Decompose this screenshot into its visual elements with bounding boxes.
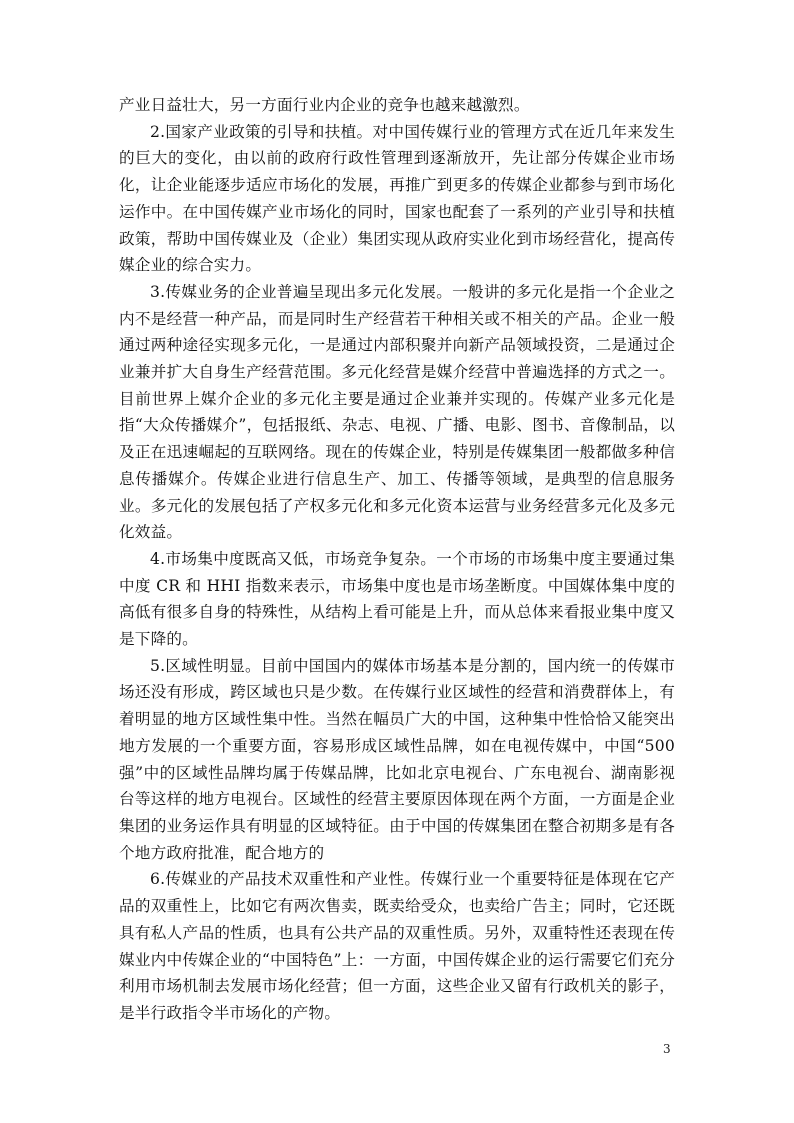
paragraph-dual-nature: 6.传媒业的产品技术双重性和产业性。传媒行业一个重要特征是体现在它产品的双重性上，比如它有两次售卖，既卖给受众，也卖给广告主；同时，它还既具有私人产品的性质，也具有公共产品的双重性质。另外，双重特性还表现在传媒业内中传媒企业的“中国特色”上：一方面，中国传媒企业的运行需要它们充分利用市场机制去发展市场化经营；但一方面，这些企业又留有行政机关的影子，是半行政指令半市场化的产物。 [119, 870, 675, 1022]
paragraph-diversification: 3.传媒业务的企业普遍呈现出多元化发展。一般讲的多元化是指一个企业之内不是经营一种产品，而是同时生产经营若干种相关或不相关的产品。企业一般通过两种途径实现多元化，一是通过内部积聚并向新产品领域投资，二是通过企业兼并扩大自身生产经营范围。多元化经营是媒介经营中普遍选择的方式之一。目前世界上媒介企业的多元化主要是通过企业兼并实现的。传媒产业多元化是指“大众传播媒介”，包括报纸、杂志、电视、广播、电影、图书、音像制品，以及正在迅速崛起的互联网络。现在的传媒企业，特别是传媒集团一般都做多种信息传播媒介。传媒企业进行信息生产、加工、传播等领域，是典型的信息服务业。多元化的发展包括了产权多元化和多元化资本运营与业务经营多元化及多元化效益。 [119, 282, 675, 542]
paragraph-market-concentration: 4.市场集中度既高又低，市场竞争复杂。一个市场的市场集中度主要通过集中度 CR 和 HHI 指数来表示，市场集中度也是市场垄断度。中国媒体集中度的高低有很多自身的特殊性，从结构上看可能是上升，而从总体来看报业集中度又是下降的。 [119, 549, 675, 649]
paragraph-regionality: 5.区域性明显。目前中国国内的媒体市场基本是分割的，国内统一的传媒市场还没有形成，跨区域也只是少数。在传媒行业区域性的经营和消费群体上，有着明显的地方区域性集中性。当然在幅员广大的中国，这种集中性恰恰又能突出地方发展的一个重要方面，容易形成区域性品牌，如在电视传媒中，中国“500强”中的区域性品牌均属于传媒品牌，比如北京电视台、广东电视台、湖南影视台等这样的地方电视台。区域性的经营主要原因体现在两个方面，一方面是企业集团的业务运作具有明显的区域特征。由于中国的传媒集团在整合初期多是有各个地方政府批准，配合地方的 [119, 656, 675, 862]
paragraph-policy-guidance: 2.国家产业政策的引导和扶植。对中国传媒行业的管理方式在近几年来发生的巨大的变化，由以前的政府行政性管理到逐渐放开，先让部分传媒企业市场化，让企业能逐步适应市场化的发展，再推广到更多的传媒企业都参与到市场化运作中。在中国传媒产业市场化的同时，国家也配套了一系列的产业引导和扶植政策，帮助中国传媒业及（企业）集团实现从政府实业化到市场经营化，提高传媒企业的综合实力。 [119, 122, 675, 275]
page-number: 3 [663, 1042, 671, 1056]
paragraph-continuation: 产业日益壮大，另一方面行业内企业的竞争也越来越激烈。 [119, 96, 530, 114]
page-body [119, 92, 675, 1027]
